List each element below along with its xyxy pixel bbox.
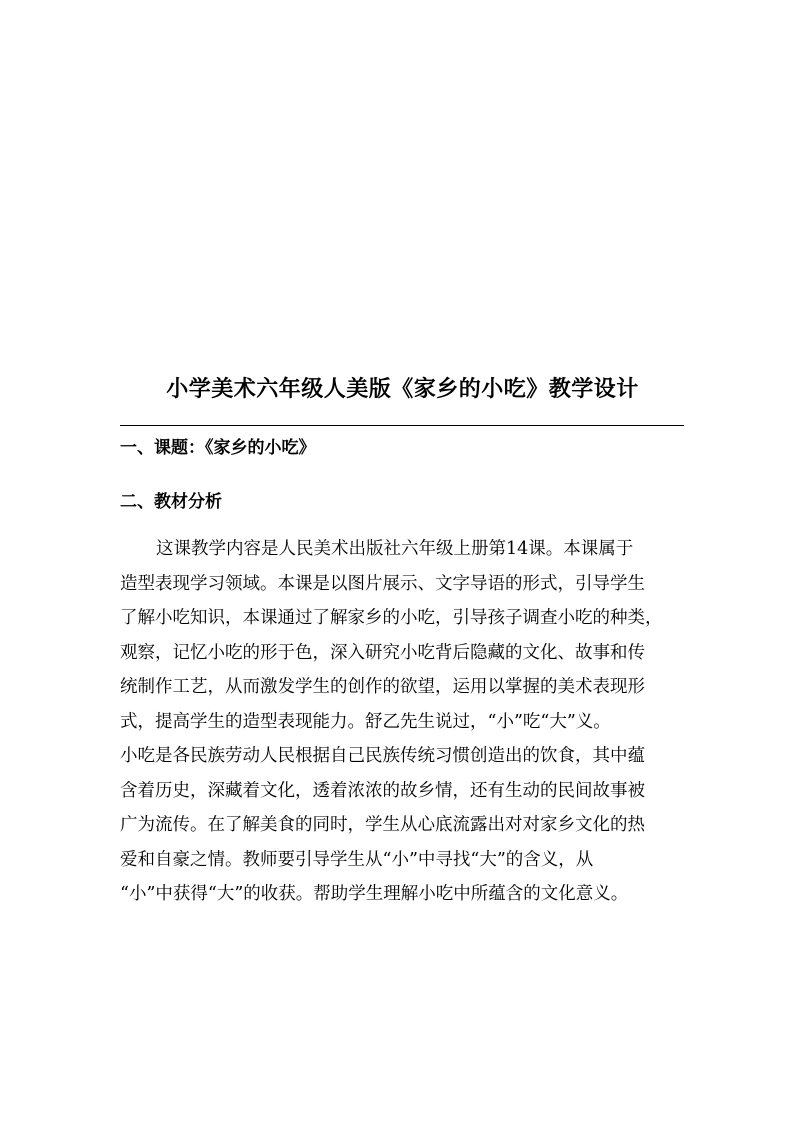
paragraph-line: 造型表现学习领域。本课是以图片展示、文字导语的形式，引导学生: [120, 573, 645, 594]
paragraph-line: 统制作工艺，从而激发学生的创作的欲望，运用以掌握的美术表现形: [120, 677, 645, 697]
section-heading-topic: 一、课题：《家乡的小吃》: [120, 438, 316, 458]
paragraph-line: 式，提高学生的造型表现能力。舒乙先生说过，“小”吃“大”义。: [120, 711, 611, 732]
document-title: 小学美术六年级人美版《家乡的小吃》教学设计: [166, 376, 639, 402]
analysis-paragraph: [120, 532, 680, 912]
section-heading-analysis: 二、教材分析: [120, 492, 222, 512]
paragraph-line: 小吃是各民族劳动人民根据自己民族传统习惯创造出的饮食，其中蕴: [120, 746, 645, 766]
paragraph-line: 这课教学内容是人民美术出版社六年级上册第14课。本课属于: [156, 539, 634, 559]
paragraph-line: 爱和自豪之情。教师要引导学生从“小”中寻找“大”的含义，从: [120, 849, 594, 870]
title-divider: [120, 425, 684, 426]
paragraph-line: 了解小吃知识，本课通过了解家乡的小吃，引导孩子调查小吃的种类，: [120, 608, 663, 628]
paragraph-line: 观察，记忆小吃的形于色，深入研究小吃背后隐藏的文化、故事和传: [120, 642, 645, 663]
paragraph-line: “小”中获得“大”的收获。帮助学生理解小吃中所蕴含的文化意义。: [120, 884, 629, 904]
paragraph-line: 广为流传。在了解美食的同时，学生从心底流露出对对家乡文化的热: [120, 815, 645, 835]
paragraph-line: 含着历史，深藏着文化，透着浓浓的故乡情，还有生动的民间故事被: [120, 780, 645, 801]
